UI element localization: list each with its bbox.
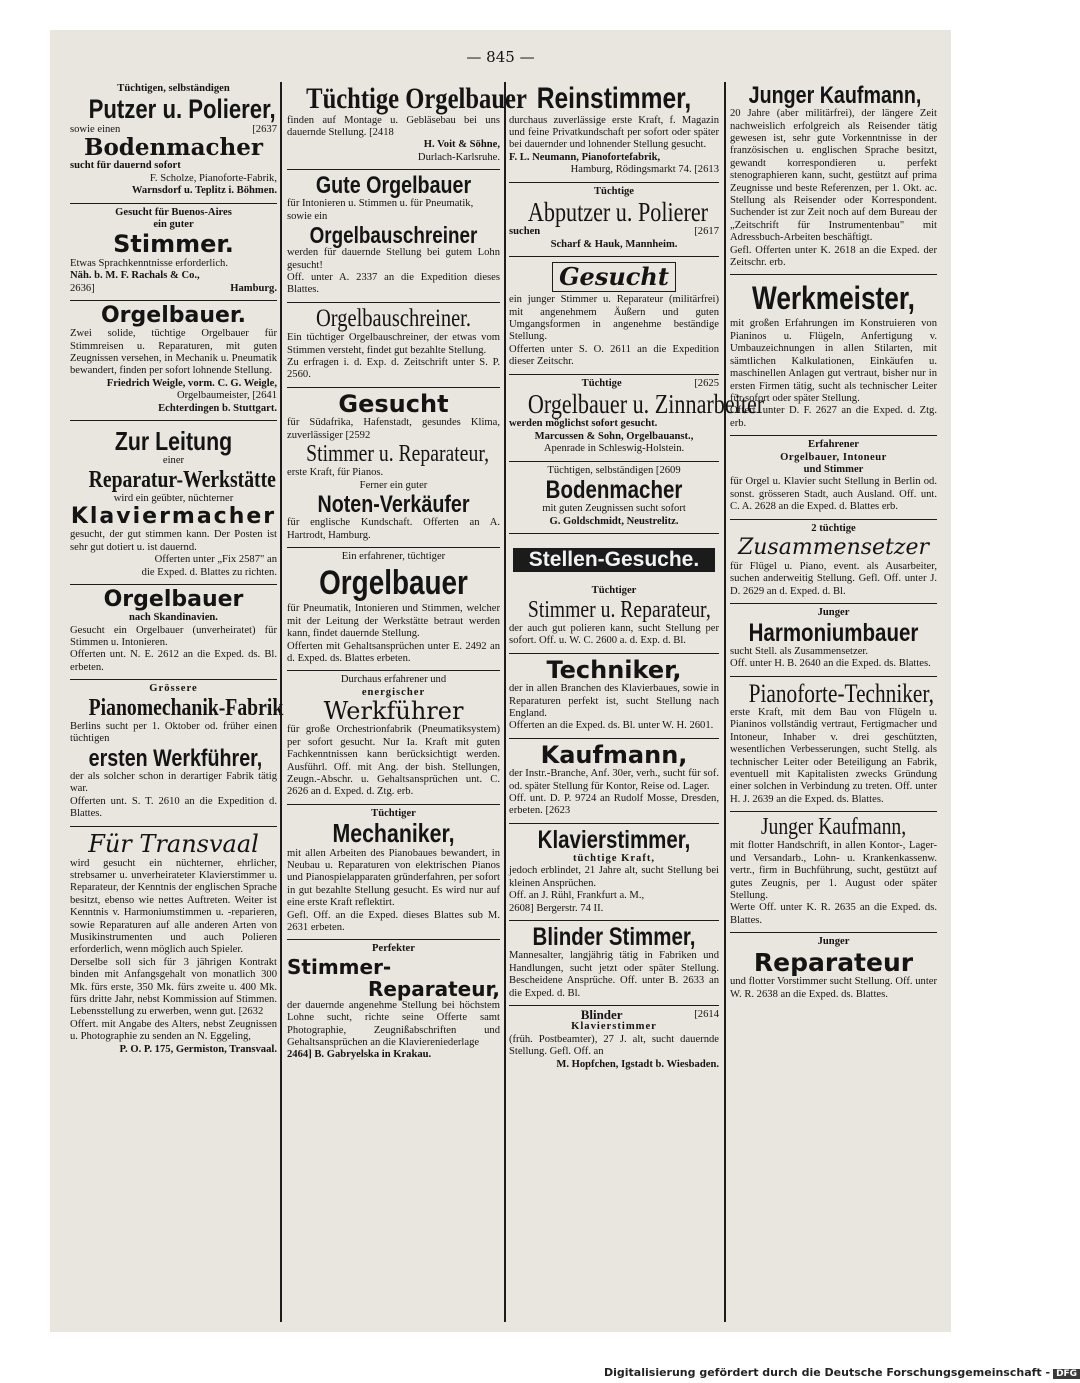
footer-credit [604, 1366, 1080, 1379]
ad-headline: Mechaniker, [332, 818, 455, 849]
column-rule [724, 82, 726, 1322]
ad-text: Klavierstimmer [571, 1021, 657, 1033]
ad-text: Tüchtigen, selbständigen [2609 [547, 464, 681, 476]
ad-headline: Stimmer. [113, 230, 234, 259]
ad-headline: Harmoniumbauer [748, 618, 919, 647]
ad-pianoforte-techniker [730, 677, 937, 813]
ad-abputzer-polierer [509, 183, 719, 258]
ad-text: Grössere [149, 683, 198, 695]
ad-headline: Gute Orgelbauer [315, 172, 472, 200]
ad-body: sucht Stell. als Zusammensetzer. [730, 645, 868, 657]
ad-text: Berlins sucht per 1. Oktober od. früher einen tüchtigen [70, 720, 277, 745]
ad-text: nach Skandinavien. [129, 612, 218, 624]
ad-headline: Werkmeister, [752, 280, 915, 317]
ad-headline: Reparatur-Werkstätte [88, 466, 276, 493]
ad-headline: Kaufmann, [540, 740, 688, 769]
ad-text: Offerten unt. S. T. 2610 an die Expedition d. Blattes. [70, 795, 277, 820]
ad-junger-kaufmann-20 [730, 80, 937, 275]
ad-body: gesucht, der gut stimmen kann. Der Posten ist sehr gut dotiert u. ist dauernd. [70, 529, 277, 553]
ad-headline: Zur Leitung [114, 425, 233, 456]
ad-headline: ersten Werkführer, [88, 744, 263, 772]
ad-blinder-stimmer [509, 921, 719, 1006]
ad-text: Werte Off. unter K. R. 2635 an die Exped. ds. Blattes. [730, 902, 937, 926]
ad-headline: Reparateur, [367, 976, 500, 1001]
ad-body: durchaus zuverlässige erste Kraft, f. Magazin und feine Privatkundschaft per sofort oder später bei dauernder und lohnender Stellung gesucht. [509, 114, 719, 151]
ad-text: H. Voit & Söhne, [423, 139, 500, 151]
ad-headline: Orgelbauer [319, 564, 468, 603]
ad-text: Marcussen & Sohn, Orgelbauanst., [534, 430, 694, 442]
ad-headline: Stimmer- [287, 954, 392, 979]
ad-body: für Pneumatik, Intonieren und Stimmen, welcher mit der Leitung der Werkstätte betraut werden kann, findet dauernde Stellung. [287, 603, 500, 640]
ad-body: der Instr.-Branche, Anf. 30er, verh., sucht für sof. od. später Stellung für Kontor, Reise od. Lager. [509, 768, 719, 792]
ad-blinder-klavierstimmer [509, 1006, 719, 1076]
ad-zusammensetzer [730, 520, 937, 605]
ad-erfahrener-orgelbauer [287, 548, 500, 671]
ad-body: erste Kraft, mit dem Bau von Flügeln u. Pianinos vollständig vertraut, Fertigmacher und Intoneur, Inhaber v. drei geschützten, wesentlichen Verbesserungen, sucht Stellg. als technischer Leiter oder Beteiligung an Fabrik, eventuell mit Kapitalisten zwecks Gründung einer solchen in Verbindung zu treten. Off. unter H. J. 2639 an die Exped. ds. Blattes. [730, 706, 937, 805]
ad-text: Offerten unter S. O. 2611 an die Expedition dieser Zeitschr. [509, 343, 719, 368]
ad-body: mit flotter Handschrift, in allen Kontor-, Lager- und Versandarb., Lohn- u. Krankenkassenw. vertr., firm in Buchführung, sucht, gestützt auf gutes Zeugnis, per 1. August oder später Stellung. [730, 840, 937, 902]
ad-text: wird ein geübter, nüchterner [113, 492, 234, 504]
ad-text: für englische Kundschaft. Offerten an A. Hartrodt, Hamburg. [287, 517, 500, 541]
ad-body: (früh. Postbeamter), 27 J. alt, sucht dauernde Stellung. Gefl. Off. an [509, 1033, 719, 1058]
ad-text: Apenrade in Schleswig-Holstein. [543, 443, 685, 455]
ad-text: Ferner ein guter [359, 479, 428, 491]
ad-text: Blinder [580, 1006, 623, 1022]
ad-headline: Werkführer [323, 697, 464, 726]
ad-ref-number: [2637 [252, 123, 277, 135]
ad-text: Tüchtige [581, 377, 622, 389]
ad-text: Tüchtiger [591, 585, 637, 597]
ad-headline: Stimmer u. Reparateur, [306, 440, 490, 467]
section-banner-stellen-gesuche: Stellen-Gesuche. [513, 548, 715, 572]
ad-gesucht-suedafrika [287, 388, 500, 548]
ad-orgelbauer-skandinavien [70, 585, 277, 680]
ad-body: der dauernde angenehme Stellung bei höchstem Lohne sucht, richte seine Offerte samt Photographie, Zeugnißabschriften und Gehaltsansprüchen an die Klaviereniederlage [287, 999, 500, 1049]
ad-orgelbauer-zinnarbeiter [509, 375, 765, 462]
ad-headline: Reparateur [753, 947, 914, 977]
ad-text: Off. unt. D. P. 9724 an Rudolf Mosse, Dresden, erbeten. [2623 [509, 793, 719, 817]
ad-stimmer-reparateur-krakau [287, 940, 500, 1066]
ad-text: Off. unter H. B. 2640 an die Exped. ds. Blattes. [730, 658, 931, 670]
ad-body: Gesucht ein Orgelbauer (unverheiratet) für Stimmen u. Intonieren. [70, 624, 277, 649]
column-4 [730, 80, 937, 1322]
ad-body: Derselbe soll sich für 3 jährigen Kontrakt binden mit Anfangsgehalt von monatlich 300 Mk. fürs erste, 350 Mk. fürs zweite u. 400 Mk. fürs dritte Jahr, nebst Kommission auf Stimmen. Lebensstellung zu erwerben, wenn gut. [2632 [70, 956, 277, 1018]
ad-body: wird gesucht ein nüchterner, ehrlicher, strebsamer u. unverheirateter Klavierstimmer u. Reparateur, der Kenntnis der englischen Sprache besitzt, ebenso wie nettes Auftreten. Weiter ist Kenntnis v. Harmoniumstimmen u. -reparieren, sowie Reparaturen auf alle anderen Arten von Musikinstrumenten und auch Polieren erforderlich, wenn möglich auch Spieler. [70, 857, 277, 956]
ad-body: Zwei solide, tüchtige Orgelbauer für Stimmreisen u. Reparaturen, mit guten Zeugnissen versehen, in Mechanik u. Pneumatik bewandert, finden per sofort lohnende Stellung. [70, 328, 277, 377]
ad-body: mit allen Arbeiten des Pianobaues bewandert, in Neubau u. Reparaturen von elektrischen Pianos und Pianospielapparaten gründerfahren, per sofort in gut bezahlte Stellung gesucht. Es wird nur auf eine erste Kraft reflektirt. [287, 847, 500, 909]
ad-text: und Stimmer [803, 463, 864, 475]
ad-text: Echterdingen b. Stuttgart. [158, 402, 277, 414]
ad-ref-number: 2636] [70, 282, 95, 294]
ad-body: für Orgel u. Klavier sucht Stellung in Berlin od. sonst. grösseren Stadt, auch Ausland. Off. unt. C. A. 2628 an die Exped. d. Blattes erb. [730, 476, 937, 513]
ad-headline: Tüchtige Orgelbauer [306, 82, 527, 115]
ad-text: 2608] Bergerstr. 74 II. [509, 902, 604, 914]
ad-headline: Orgelbauschreiner. [315, 304, 472, 332]
ad-putzer-polierer [70, 80, 277, 204]
ad-pianomechanik-fabrik [70, 680, 284, 826]
ad-body: jedoch erblindet, 21 Jahre alt, sucht Stellung bei kleinen Ansprüchen. [509, 865, 719, 889]
column-rule [504, 82, 506, 1322]
ad-text: Durlach-Karlsruhe. [417, 151, 500, 163]
ad-text: tüchtige Kraft, [572, 853, 656, 865]
ad-werkmeister [730, 275, 937, 436]
ad-text: F. L. Neumann, Pianofortefabrik, [509, 151, 661, 163]
ad-body: 20 Jahre (aber militärfrei), der längere Zeit nachweislich erfolgreich als Reisender tätig gewesen ist, sehr gute Vorkenntnisse in der französischen u. englischen Sprache besitzt, gewandt korrespondieren u. perfekt stenographieren kann, sucht, gestützt auf prima Zeugnisse und beste Referenzen, per 1. Okt. ac. Stellung als Reisender oder Korrespondent. Suchender ist zur Zeit noch auf dem Bureau der „Zeitschrift für Instrumentenbau" mit Adressbuch-Arbeiten beschäftigt. [730, 108, 937, 244]
ad-techniker [509, 654, 719, 739]
footer-text: Digitalisierung gefördert durch die Deutsche Forschungsgemeinschaft - [604, 1366, 1051, 1379]
ad-junger-reparateur [730, 933, 937, 1006]
ad-orgelbauschreiner [287, 303, 500, 388]
ad-text: P. O. P. 175, Germiston, Transvaal. [119, 1043, 277, 1055]
ad-text: Tüchtiger [371, 807, 416, 819]
ad-headline: Techniker, [546, 655, 682, 684]
ad-headline: Gesucht [552, 262, 676, 292]
ad-body: werden möglichst sofort gesucht. [509, 418, 658, 430]
ad-ref-number: [2625 [694, 377, 719, 389]
ad-text: ein guter [153, 218, 194, 230]
ad-reinstimmer [509, 80, 719, 183]
ad-kaufmann [509, 739, 719, 824]
ad-mechaniker [287, 805, 500, 941]
ad-text: Off. an J. Rühl, Frankfurt a. M., [509, 890, 645, 902]
ad-text: Offerten unter „Fix 2587" an [154, 554, 277, 566]
ad-headline: Stimmer u. Reparateur, [527, 596, 711, 623]
ad-text: Orgelbauer, Intoneur [780, 451, 887, 463]
ad-body: mit großen Erfahrungen im Konstruieren von Pianinos u. Flügeln, Anfertigung v. Umbauzeichnungen in allen Stilarten, mit sämtlichen Kalkulationen, Einkäufen u. maschinellen Anlagen gut vertraut, bisher nur in ersten Firmen tätig, sucht als technischer Leiter für sofort oder später Stellung. [730, 318, 937, 404]
ad-gesucht-stimmer [509, 257, 719, 374]
ad-text: Hamburg, Rödingsmarkt 74. [2613 [570, 164, 719, 176]
ad-zur-leitung [70, 421, 277, 585]
ad-headline: Reinstimmer, [536, 82, 692, 115]
ad-kicker: Tüchtigen, selbständigen [117, 83, 230, 94]
ad-text: Etwas Sprachkenntnisse erforderlich. [70, 257, 228, 269]
ad-text: Off. unter A. 2337 an die Expedition dieses Blattes. [287, 272, 500, 296]
column-3 [509, 80, 765, 1322]
ad-orgelbauer-weigle [70, 301, 277, 421]
ad-text: Offert. unter D. F. 2627 an die Exped. d. Ztg. erb. [730, 405, 937, 429]
ad-headline: Putzer u. Polierer, [88, 94, 276, 125]
ad-headline: Orgelbauer. [100, 302, 246, 328]
newspaper-page [50, 30, 951, 1332]
ad-werkfuehrer [287, 671, 500, 804]
ad-harmoniumbauer [730, 604, 937, 676]
ad-body: für Flügel u. Piano, event. als Ausarbeiter, suchen anderweitig Stellung. Gefl. Off. unter J. D. 2629 an d. Exped. d. Bl. [730, 560, 937, 597]
ad-body: werden für dauernde Stellung bei gutem Lohn gesucht! [287, 247, 500, 271]
ad-headline: Blinder Stimmer, [532, 923, 696, 952]
ad-body: mit guten Zeugnissen sucht sofort [542, 503, 686, 515]
ad-text: sowie einen [70, 123, 121, 135]
ad-text: Ein erfahrener, tüchtiger [341, 550, 446, 562]
ad-text: Perfekter [372, 943, 415, 955]
ad-headline: Bodenmacher [545, 475, 683, 504]
ad-text: Durchaus erfahrener und [340, 674, 447, 686]
ad-text: erste Kraft, für Pianos. [287, 467, 384, 479]
ad-text: G. Goldschmidt, Neustrelitz. [549, 515, 679, 527]
ad-text: Gefl. Offerten unter K. 2618 an die Exped. der Zeitschr. erb. [730, 244, 937, 269]
ad-text: Offerten an die Exped. ds. Bl. unter W. H. 2601. [509, 720, 714, 732]
ad-text: einer [162, 455, 185, 467]
ad-text: F. Scholze, Pianoforte-Fabrik, [149, 172, 277, 184]
ad-text: Näh. b. M. F. Rachals & Co., [70, 270, 200, 282]
ad-text: für Intonieren u. Stimmen u. für Pneumatik, sowie ein [287, 198, 474, 222]
ad-body: finden auf Montage u. Gebläsebau bei uns dauernde Stellung. [2418 [287, 114, 500, 138]
ad-body: Ein tüchtiger Orgelbauschreiner, der etwas vom Stimmen versteht, findet gut bezahlte Stellung. [287, 332, 500, 356]
ad-headline: Orgelbauer u. Zinnarbeiter [527, 388, 765, 419]
ad-klavierstimmer-ruehl [509, 824, 719, 921]
ad-headline: Junger Kaufmann, [748, 82, 922, 109]
ad-text: die Exped. d. Blattes zu richten. [141, 566, 277, 578]
ad-text: Gefl. Off. an die Exped. dieses Blattes sub M. 2631 erbeten. [287, 909, 500, 933]
ad-text: sucht für dauernd sofort [70, 160, 181, 172]
ad-ref-number: [2614 [694, 1008, 719, 1020]
ad-text: Junger [817, 607, 850, 619]
ad-text: Zu erfragen i. d. Exp. d. Zeitschrift unter S. P. 2560. [287, 356, 500, 381]
ad-headline: Orgelbauer [103, 587, 244, 613]
ad-stimmer-reparateur-wc [509, 582, 719, 653]
ad-body: der in allen Branchen des Klavierbaues, sowie in Reparaturen perfekt ist, sucht Stellung nach England. [509, 683, 719, 719]
ad-orgelbauer-intoneur [730, 436, 937, 519]
ad-text: energischer [361, 686, 426, 698]
ad-text: suchen [509, 226, 541, 238]
ad-text: Warnsdorf u. Teplitz i. Böhmen. [131, 185, 277, 197]
column-1 [70, 80, 284, 1322]
ad-headline: Orgelbauschreiner [309, 222, 478, 249]
ad-text: M. Hopfchen, Igstadt b. Wiesbaden. [556, 1058, 719, 1070]
ad-headline: Klaviermacher [70, 504, 277, 530]
ad-body: Offert. mit Angabe des Alters, nebst Zeugnissen u. Photographie zu senden an N. Eggeling, [70, 1018, 277, 1043]
ad-text: Gesucht für Buenos-Aires [115, 206, 232, 218]
ad-text: Scharf & Hauk, Mannheim. [550, 238, 678, 250]
ad-headline: Junger Kaufmann, [760, 814, 907, 841]
ad-body: Mannesalter, langjährig tätig in Fabriken und Handlungen, sucht jetzt oder später Stellung. Bescheidene Ansprüche. Off. unter B. 2633 an die Exped. d. Bl. [509, 950, 719, 999]
ad-text: Hamburg. [230, 282, 277, 294]
ad-headline: Klavierstimmer, [537, 825, 691, 854]
ad-text: 2 tüchtige [811, 522, 856, 534]
ad-headline: Pianomechanik-Fabrik [88, 694, 284, 721]
ad-headline: Gesucht [338, 389, 449, 418]
ad-fuer-transvaal [70, 827, 277, 1062]
ad-tuechtige-orgelbauer [287, 80, 527, 170]
ad-text: für Südafrika, Hafenstadt, gesundes Klima, zuverlässiger [2592 [287, 417, 500, 441]
ad-body: ein junger Stimmer u. Reparateur (militärfrei) mit angenehmem Äußern und guten Umgangsformen in angenehme beständige Stellung. [509, 294, 719, 343]
dfg-logo-icon: DFG [1053, 1369, 1080, 1379]
ad-text: Friedrich Weigle, vorm. C. G. Weigle, [106, 377, 277, 389]
ad-headline: Für Transvaal [88, 829, 259, 858]
ad-junger-kaufmann-handschrift [730, 812, 937, 933]
ad-body: und flotter Vorstimmer sucht Stellung. Off. unter W. R. 2638 an die Exped. ds. Blattes. [730, 976, 937, 1000]
ad-text: Tüchtige [593, 185, 635, 197]
ad-text: 2464] B. Gabryelska in Krakau. [287, 1049, 432, 1061]
ad-stimmer-buenos-aires [70, 204, 277, 301]
ad-text: Junger [817, 936, 850, 948]
page-number: — 845 — [466, 48, 535, 66]
ad-body: für große Orchestrionfabrik (Pneumatiksystem) per sofort gesucht. Nur Ia. Kraft mit guten Fachkenntnissen kann berücksichtigt werden. Ausführl. Off. mit Ang. der bish. Stellungen, Zeugn.-Abschr. u. Gehaltsansprüchen unt. C. 2626 an d. Exped. d. Ztg. erb. [287, 724, 500, 798]
ad-bodenmacher-goldschmidt [509, 462, 719, 534]
ad-text: Offerten mit Gehaltsansprüchen unter E. 2492 an d. Exped. ds. Blattes erbeten. [287, 640, 500, 664]
ad-body: der als solcher schon in derartiger Fabrik tätig war. [70, 770, 277, 795]
ad-body: der auch gut polieren kann, sucht Stellung per sofort. Off. u. W. C. 2600 a. d. Exp. d. Bl. [509, 622, 719, 647]
ad-headline: Noten-Verkäufer [317, 490, 470, 518]
ad-text: Orgelbaumeister, [2641 [177, 390, 277, 402]
ad-ref-number: [2617 [694, 226, 719, 238]
ad-text: Offerten unt. N. E. 2612 an die Exped. ds. Bl. erbeten. [70, 649, 277, 673]
ad-text: Erfahrener [808, 439, 859, 451]
ad-headline: Zusammensetzer [737, 534, 930, 560]
ad-headline: Bodenmacher [84, 134, 263, 162]
ad-gute-orgelbauer [287, 170, 500, 303]
ad-headline: Abputzer u. Polierer [527, 196, 709, 227]
ad-headline: Pianoforte-Techniker, [748, 678, 934, 708]
